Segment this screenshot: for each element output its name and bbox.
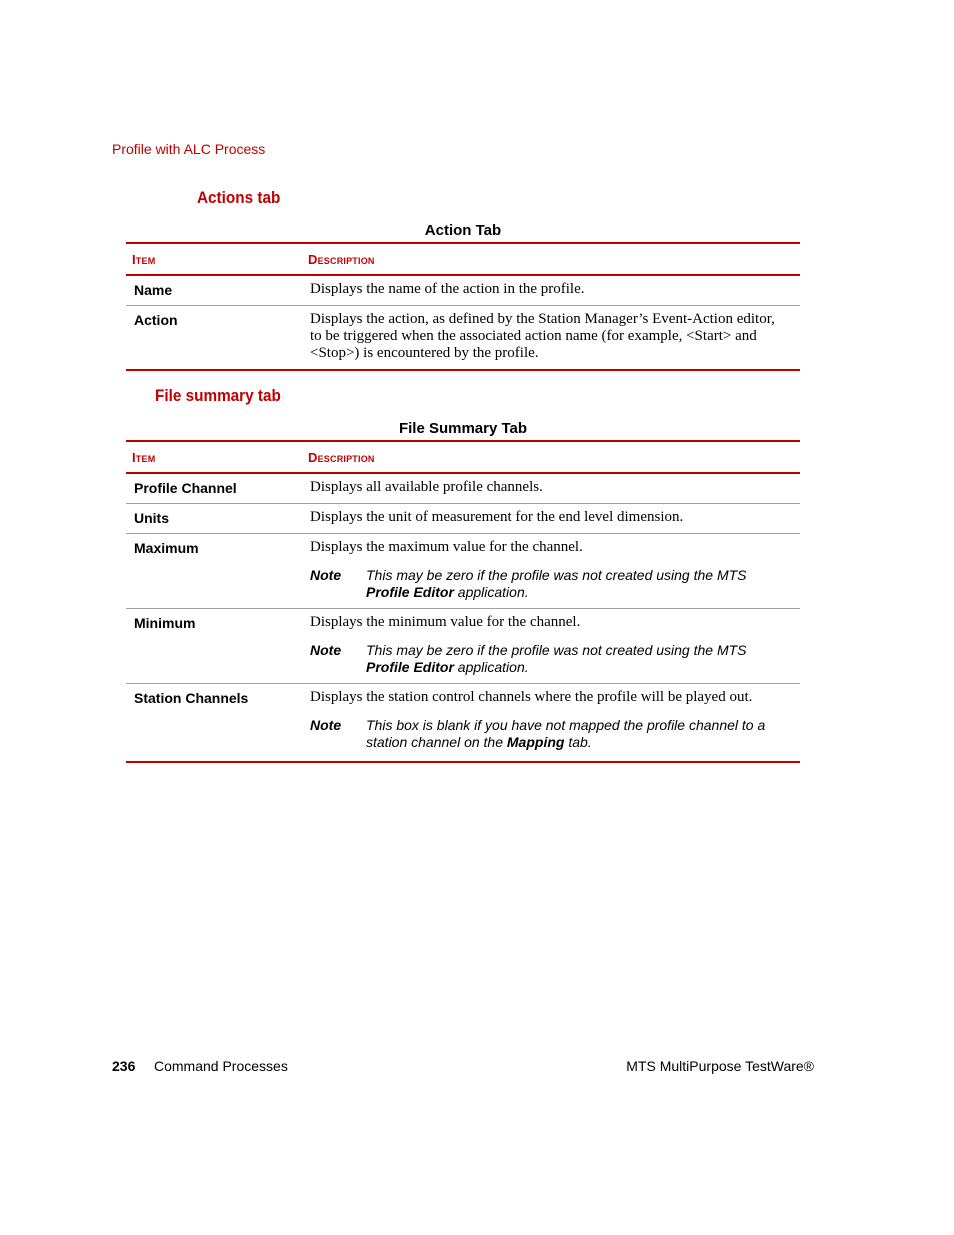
action-table xyxy=(126,242,800,371)
column-header-description: Description xyxy=(260,243,800,275)
description-cell: Displays the action, as defined by the Station Manager’s Event-Action editor, to be triggered when the associated action name (for example, <Start> and <Stop>) is encountered by the profile. xyxy=(260,306,800,371)
note xyxy=(310,642,790,676)
note xyxy=(310,717,790,751)
description-text: Displays the maximum value for the channel. xyxy=(310,539,583,555)
table-row xyxy=(126,306,800,371)
action-table-caption: Action Tab xyxy=(424,222,502,239)
footer-chapter: Command Processes xyxy=(154,1058,288,1074)
note-label: Note xyxy=(310,642,342,658)
item-cell: Action xyxy=(126,306,260,371)
note-label: Note xyxy=(310,567,342,583)
table-row xyxy=(126,275,800,306)
table-row xyxy=(126,473,800,504)
file-summary-table-caption: File Summary Tab xyxy=(398,420,528,437)
item-cell: Station Channels xyxy=(126,684,260,763)
description-cell xyxy=(260,609,800,684)
item-cell: Profile Channel xyxy=(126,473,260,504)
description-cell xyxy=(260,684,800,763)
description-text: Displays the station control channels where the profile will be played out. xyxy=(310,689,753,705)
description-cell: Displays the name of the action in the profile. xyxy=(260,275,800,306)
description-cell: Displays the unit of measurement for the end level dimension. xyxy=(260,504,800,534)
actions-tab-heading: Actions tab xyxy=(197,188,281,207)
column-header-item: Item xyxy=(126,243,260,275)
file-summary-tab-heading: File summary tab xyxy=(155,386,281,405)
note-label: Note xyxy=(310,717,342,733)
column-header-description: Description xyxy=(260,441,800,473)
table-row xyxy=(126,534,800,609)
description-text: Displays the minimum value for the channel. xyxy=(310,614,581,630)
page-number: 236 xyxy=(112,1058,136,1074)
note xyxy=(310,567,790,601)
table-row xyxy=(126,684,800,763)
table-row xyxy=(126,504,800,534)
item-cell: Maximum xyxy=(126,534,260,609)
item-cell: Minimum xyxy=(126,609,260,684)
note-text: This box is blank if you have not mapped the profile channel to a station channel on the Mapping tab. xyxy=(366,717,766,750)
description-cell xyxy=(260,534,800,609)
column-header-item: Item xyxy=(126,441,260,473)
item-cell: Name xyxy=(126,275,260,306)
description-cell: Displays all available profile channels. xyxy=(260,473,800,504)
item-cell: Units xyxy=(126,504,260,534)
footer-product: MTS MultiPurpose TestWare® xyxy=(626,1058,814,1074)
file-summary-table xyxy=(126,440,800,763)
table-row xyxy=(126,609,800,684)
note-text: This may be zero if the profile was not created using the MTS Profile Editor application. xyxy=(366,642,747,675)
running-head: Profile with ALC Process xyxy=(112,141,266,157)
note-text: This may be zero if the profile was not created using the MTS Profile Editor application. xyxy=(366,567,747,600)
